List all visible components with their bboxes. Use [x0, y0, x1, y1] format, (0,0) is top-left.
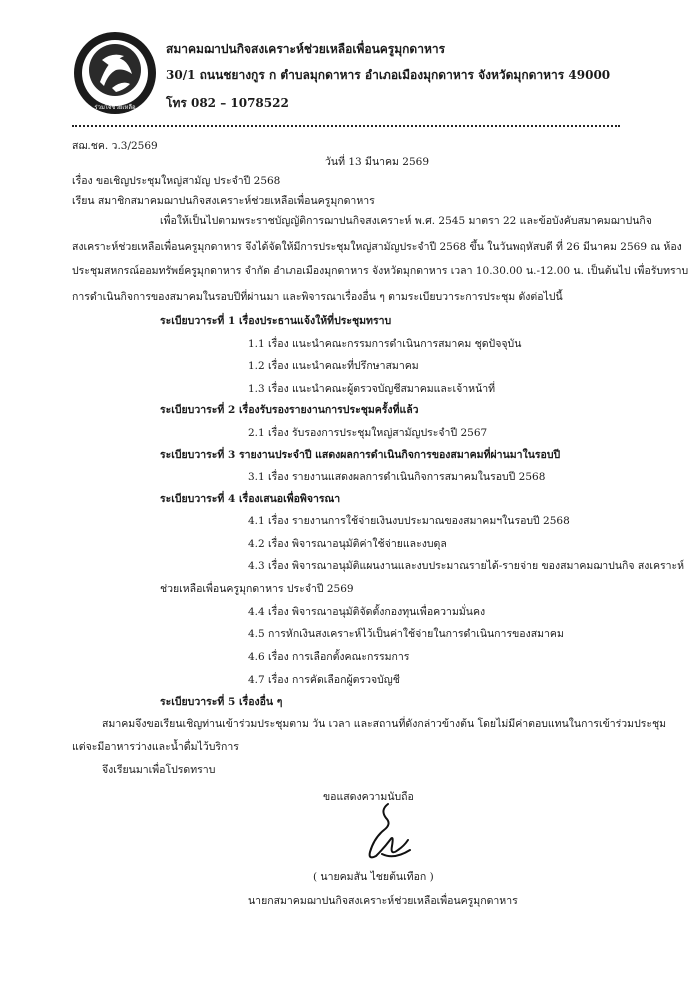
header-divider	[72, 125, 620, 127]
agenda-1-heading: ระเบียบวาระที่ 1 เรื่องประธานแจ้งให้ที่ประชุมทราบ	[160, 315, 392, 327]
association-logo-icon	[72, 30, 158, 116]
org-name: สมาคมฌาปนกิจสงเคราะห์ช่วยเหลือเพื่อนครูมุกดาหาร	[166, 42, 446, 56]
agenda-1-1: 1.1 เรื่อง แนะนำคณะกรรมการดำเนินการสมาคม ชุดปัจจุบัน	[248, 338, 522, 350]
reference-number: สฌ.ชค. ว.3/2569	[72, 140, 158, 152]
agenda-3-1: 3.1 เรื่อง รายงานแสดงผลการดำเนินกิจการสมาคมในรอบปี 2568	[248, 471, 546, 483]
agenda-2-heading: ระเบียบวาระที่ 2 เรื่องรับรองรายงานการประชุมครั้งที่แล้ว	[160, 404, 419, 416]
signature-icon	[364, 800, 414, 864]
agenda-2-1: 2.1 เรื่อง รับรองการประชุมใหญ่สามัญประจำปี 2567	[248, 427, 488, 439]
agenda-5-heading: ระเบียบวาระที่ 5 เรื่องอื่น ๆ	[160, 696, 283, 708]
agenda-1-2: 1.2 เรื่อง แนะนำคณะที่ปรึกษาสมาคม	[248, 360, 419, 372]
agenda-4-2: 4.2 เรื่อง พิจารณาอนุมัติค่าใช้จ่ายและงบดุล	[248, 538, 447, 550]
agenda-4-3-line-1: 4.3 เรื่อง พิจารณาอนุมัติแผนงานและงบประมาณรายได้-รายจ่าย ของสมาคมฌาปนกิจ สงเคราะห์	[248, 560, 685, 572]
intro-line-4: การดำเนินกิจการของสมาคมในรอบปีที่ผ่านมา และพิจารณาเรื่องอื่น ๆ ตามระเบียบวาระการประชุม ดังต่อไปนี้	[72, 291, 563, 303]
agenda-4-3-line-2: ช่วยเหลือเพื่อนครูมุกดาหาร ประจำปี 2569	[160, 583, 354, 595]
recipient-line: เรียน สมาชิกสมาคมฌาปนกิจสงเคราะห์ช่วยเหลือเพื่อนครูมุกดาหาร	[72, 195, 375, 207]
closing-line-3: จึงเรียนมาเพื่อโปรดทราบ	[102, 764, 216, 776]
signer-title: นายกสมาคมฌาปนกิจสงเคราะห์ช่วยเหลือเพื่อนครูมุกดาหาร	[248, 895, 518, 907]
closing-line-2: แต่จะมีอาหารว่างและน้ำดื่มไว้บริการ	[72, 741, 239, 753]
subject-line: เรื่อง ขอเชิญประชุมใหญ่สามัญ ประจำปี 2568	[72, 175, 281, 187]
signer-name: ( นายคมสัน ไชยต้นเทือก )	[313, 871, 434, 883]
intro-line-3: ประชุมสหกรณ์ออมทรัพย์ครูมุกดาหาร จำกัด อำเภอเมืองมุกดาหาร จังหวัดมุกดาหาร เวลา 10.30.00 น.-12.00 น. เป็นต้นไป เพื่อรับทราบ	[72, 265, 689, 277]
agenda-4-5: 4.5 การหักเงินสงเคราะห์ไว้เป็นค่าใช้จ่ายในการดำเนินการของสมาคม	[248, 628, 564, 640]
agenda-3-heading: ระเบียบวาระที่ 3 รายงานประจำปี แสดงผลการดำเนินกิจการของสมาคมที่ผ่านมาในรอบปี	[160, 449, 561, 461]
intro-line-1: เพื่อให้เป็นไปตามพระราชบัญญัติการฌาปนกิจสงเคราะห์ พ.ศ. 2545 มาตรา 22 และข้อบังคับสมาคมฌาปนกิจ	[160, 215, 652, 227]
regards-line: ขอแสดงความนับถือ	[323, 791, 414, 803]
intro-line-2: สงเคราะห์ช่วยเหลือเพื่อนครูมุกดาหาร จึงได้จัดให้มีการประชุมใหญ่สามัญประจำปี 2568 ขึ้น ในวันพฤหัสบดี ที่ 26 มีนาคม 2569 ณ ห้อง	[72, 241, 682, 253]
agenda-1-3: 1.3 เรื่อง แนะนำคณะผู้ตรวจบัญชีสมาคมและเจ้าหน้าที่	[248, 383, 496, 395]
agenda-4-1: 4.1 เรื่อง รายงานการใช้จ่ายเงินงบประมาณของสมาคมฯในรอบปี 2568	[248, 515, 570, 527]
agenda-4-7: 4.7 เรื่อง การคัดเลือกผู้ตรวจบัญชี	[248, 674, 400, 686]
org-address: 30/1 ถนนชยางกูร ก ตำบลมุกดาหาร อำเภอเมืองมุกดาหาร จังหวัดมุกดาหาร 49000	[166, 68, 611, 82]
letter-date: วันที่ 13 มีนาคม 2569	[325, 156, 430, 168]
agenda-4-6: 4.6 เรื่อง การเลือกตั้งคณะกรรมการ	[248, 651, 410, 663]
closing-line-1: สมาคมจึงขอเรียนเชิญท่านเข้าร่วมประชุมตาม วัน เวลา และสถานที่ดังกล่าวข้างต้น โดยไม่มีค่าตอบแทนในการเข้าร่วมประชุม	[102, 718, 667, 730]
agenda-4-heading: ระเบียบวาระที่ 4 เรื่องเสนอเพื่อพิจารณา	[160, 493, 341, 505]
org-phone: โทร 082 – 1078522	[166, 96, 289, 110]
agenda-4-4: 4.4 เรื่อง พิจารณาอนุมัติจัดตั้งกองทุนเพื่อความมั่นคง	[248, 606, 486, 618]
logo-caption: ร่วมใจช่วยเหลือ	[94, 104, 136, 111]
